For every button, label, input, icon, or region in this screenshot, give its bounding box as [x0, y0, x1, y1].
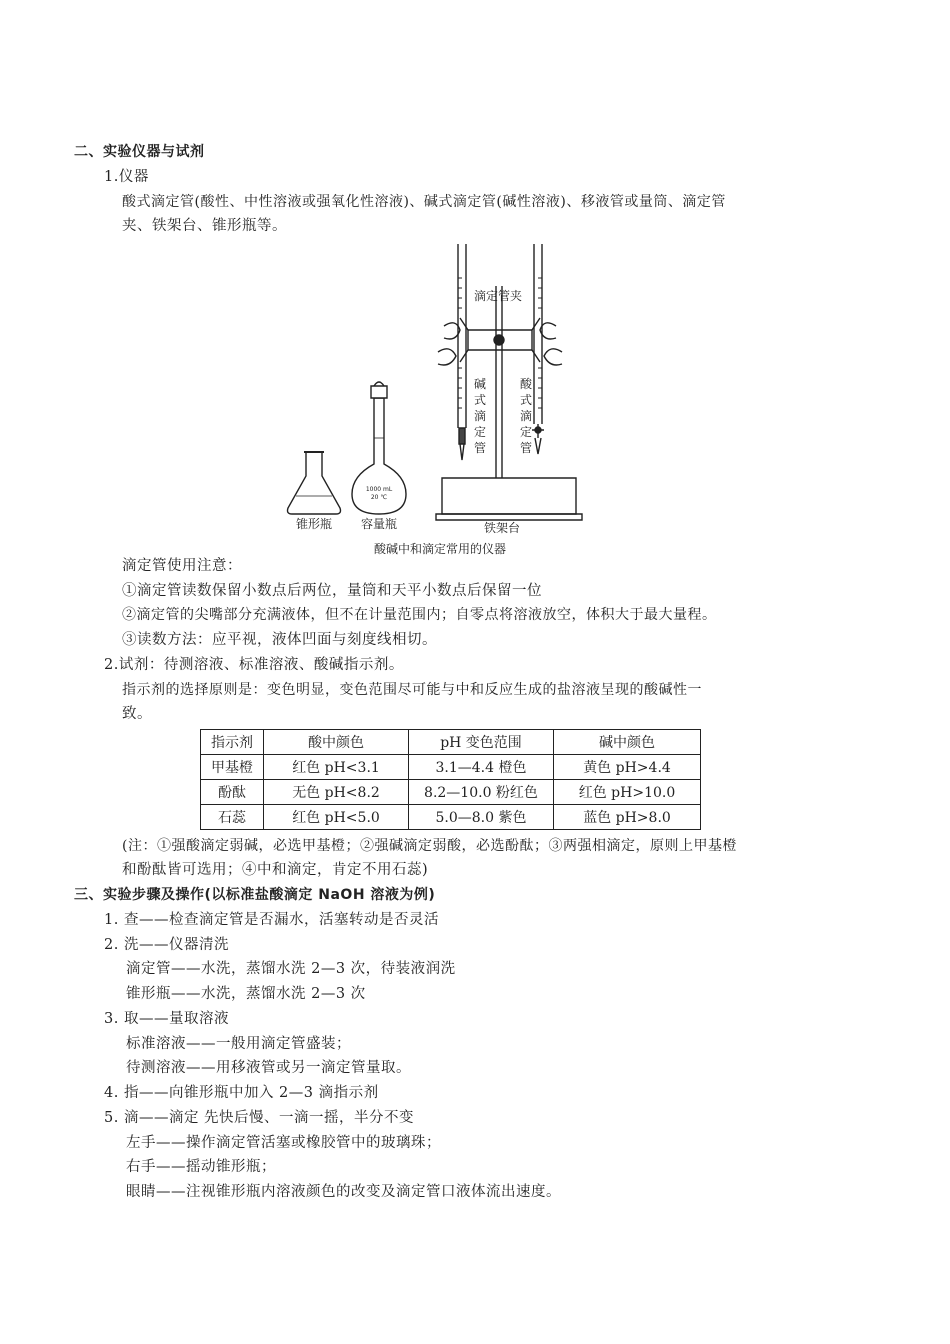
- volumetric-label: 容量瓶: [360, 517, 398, 531]
- step-5b: 右手——摇动锥形瓶；: [126, 1159, 276, 1175]
- indicator-rule-line1: 指示剂的选择原则是：变色明显，变色范围尽可能与中和反应生成的盐溶液呈现的酸碱性一: [122, 682, 702, 698]
- acid-buret-tube: [534, 244, 542, 424]
- table-cell: 无色 pH<8.2: [264, 780, 409, 805]
- table-cell: 8.2—10.0 粉红色: [409, 780, 554, 805]
- svg-text:管: 管: [520, 441, 533, 455]
- apparatus-drawing: [270, 238, 590, 560]
- section3-title: 三、实验步骤及操作(以标准盐酸滴定 NaOH 溶液为例): [74, 887, 436, 903]
- stand-label: 铁架台: [483, 521, 521, 535]
- table-cell: 甲基橙: [201, 755, 264, 780]
- erlenmeyer-label: 锥形瓶: [295, 517, 333, 531]
- step-2: 2. 洗——仪器清洗: [104, 937, 229, 953]
- table-cell: 石蕊: [201, 805, 264, 830]
- step-2a: 滴定管——水洗，蒸馏水洗 2—3 次，待装液润洗: [126, 961, 456, 977]
- right-clamp-jaw-2: [544, 349, 562, 365]
- table-cell: 酚酞: [201, 780, 264, 805]
- rubber-tube: [459, 428, 465, 444]
- clamp-label: 滴定管夹: [473, 289, 523, 303]
- note-1: ①滴定管读数保留小数点后两位，量筒和天平小数点后保留一位: [122, 583, 542, 599]
- indicator-rule-line2: 致。: [122, 706, 152, 722]
- note-3: ③读数方法：应平视，液体凹面与刻度线相切。: [122, 632, 437, 648]
- flask-temp-label: 20 ℃: [370, 494, 388, 501]
- figure-caption: 酸碱中和滴定常用的仪器: [373, 542, 507, 556]
- step-5a: 左手——操作滴定管活塞或橡胶管中的玻璃珠；: [126, 1135, 441, 1151]
- indicator-table: [200, 729, 701, 830]
- notes-title: 滴定管使用注意：: [122, 558, 242, 574]
- svg-text:酸: 酸: [520, 377, 533, 391]
- erlenmeyer-flask: [288, 452, 341, 514]
- step-4: 4. 指——向锥形瓶中加入 2—3 滴指示剂: [104, 1085, 379, 1101]
- stand-rod: [496, 286, 502, 478]
- table-cell: 黄色 pH>4.4: [554, 755, 701, 780]
- left-clamp-jaw-2: [438, 349, 456, 365]
- volumetric-stopper: [371, 386, 387, 398]
- step-3b: 待测溶液——用移液管或另一滴定管量取。: [126, 1060, 411, 1076]
- flask-volume-label: 1000 mL: [365, 486, 393, 493]
- step-2b: 锥形瓶——水洗，蒸馏水洗 2—3 次: [126, 986, 366, 1002]
- svg-text:滴: 滴: [520, 409, 533, 423]
- table-row: [201, 755, 701, 780]
- table-cell: 红色 pH<3.1: [264, 755, 409, 780]
- svg-text:滴: 滴: [474, 409, 487, 423]
- svg-text:定: 定: [520, 425, 533, 439]
- item1-title: 1.仪器: [104, 169, 149, 185]
- stand-base-edge: [436, 514, 582, 520]
- instruments-line1: 酸式滴定管(酸性、中性溶液或强氧化性溶液)、碱式滴定管(碱性溶液)、移液管或量筒、滴定管: [122, 194, 726, 210]
- step-5: 5. 滴——滴定 先快后慢、一滴一摇，半分不变: [104, 1110, 415, 1126]
- table-cell: 红色 pH<5.0: [264, 805, 409, 830]
- svg-text:碱: 碱: [474, 377, 487, 391]
- clamp-knob: [494, 335, 504, 345]
- step-1: 1. 查——检查滴定管是否漏水，活塞转动是否灵活: [104, 912, 439, 928]
- svg-text:式: 式: [474, 393, 487, 407]
- table-cell: 蓝色 pH>8.0: [554, 805, 701, 830]
- table-note-line2: 和酚酞皆可选用；④中和滴定，肯定不用石蕊): [122, 862, 429, 878]
- table-header-row: [201, 730, 701, 755]
- step-3: 3. 取——量取溶液: [104, 1011, 229, 1027]
- step-5c: 眼睛——注视锥形瓶内溶液颜色的改变及滴定管口液体流出速度。: [126, 1184, 561, 1200]
- table-cell: 3.1—4.4 橙色: [409, 755, 554, 780]
- step-3a: 标准溶液——一般用滴定管盛装；: [126, 1036, 351, 1052]
- table-note-line1: (注：①强酸滴定弱碱，必选甲基橙；②强碱滴定弱酸，必选酚酞；③两强相滴定，原则上甲基橙: [122, 838, 737, 854]
- table-header-cell: pH 变色范围: [409, 730, 554, 755]
- table-row: [201, 780, 701, 805]
- instruments-line2: 夹、铁架台、锥形瓶等。: [122, 218, 287, 234]
- titration-apparatus-figure: [270, 238, 590, 560]
- table-cell: 5.0—8.0 紫色: [409, 805, 554, 830]
- svg-text:定: 定: [474, 425, 487, 439]
- svg-text:管: 管: [474, 441, 487, 455]
- item2-title: 2.试剂：待测溶液、标准溶液、酸碱指示剂。: [104, 657, 404, 673]
- base-buret-label: [474, 376, 486, 455]
- table-header-cell: 酸中颜色: [264, 730, 409, 755]
- stand-base: [442, 478, 576, 514]
- svg-text:式: 式: [520, 393, 533, 407]
- table-cell: 红色 pH>10.0: [554, 780, 701, 805]
- table-header-cell: 碱中颜色: [554, 730, 701, 755]
- section2-title: 二、实验仪器与试剂: [74, 144, 205, 160]
- note-2: ②滴定管的尖嘴部分充满液体，但不在计量范围内；自零点将溶液放空，体积大于最大量程。: [122, 607, 717, 623]
- acid-buret-label: [520, 377, 533, 455]
- base-buret-tip: [460, 444, 464, 460]
- table-header-cell: 指示剂: [201, 730, 264, 755]
- base-buret-tube: [458, 244, 466, 428]
- table-row: [201, 805, 701, 830]
